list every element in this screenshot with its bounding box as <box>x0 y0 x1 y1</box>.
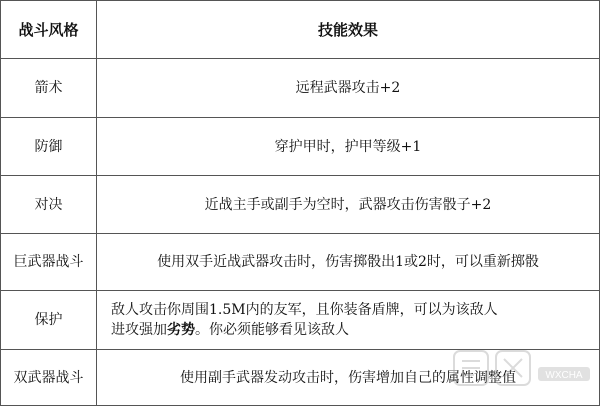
table-row <box>1 234 600 291</box>
header-skill-effect: 技能效果 <box>97 1 600 59</box>
table-row <box>1 291 600 350</box>
table-row <box>1 350 600 406</box>
style-effect: 使用副手武器发动攻击时，伤害增加自己的属性调整值 <box>97 350 600 406</box>
header-fighting-style: 战斗风格 <box>1 1 97 59</box>
table-row <box>1 59 600 118</box>
style-effect: 远程武器攻击+2 <box>97 59 600 118</box>
style-effect: 穿护甲时，护甲等级+1 <box>97 118 600 176</box>
style-name: 箭术 <box>1 59 97 118</box>
table-header-row <box>1 1 600 59</box>
style-effect: 近战主手或副手为空时，武器攻击伤害骰子+2 <box>97 176 600 234</box>
watermark-text: WXCHA <box>545 370 583 381</box>
effect-text: 。你必须能够看见该敌人 <box>195 322 349 338</box>
effect-line-2 <box>111 320 593 340</box>
style-name: 防御 <box>1 118 97 176</box>
style-name: 巨武器战斗 <box>1 234 97 291</box>
table-row <box>1 118 600 176</box>
style-name: 保护 <box>1 291 97 350</box>
effect-text: 进攻强加 <box>111 322 167 338</box>
style-name: 对决 <box>1 176 97 234</box>
effect-line-1: 敌人攻击你周围1.5M内的友军，且你装备盾牌，可以为该敌人 <box>111 302 498 318</box>
effect-emphasis: 劣势 <box>167 322 195 338</box>
style-name: 双武器战斗 <box>1 350 97 406</box>
style-effect <box>97 291 600 350</box>
style-effect: 使用双手近战武器攻击时，伤害掷骰出1或2时，可以重新掷骰 <box>97 234 600 291</box>
table-row <box>1 176 600 234</box>
